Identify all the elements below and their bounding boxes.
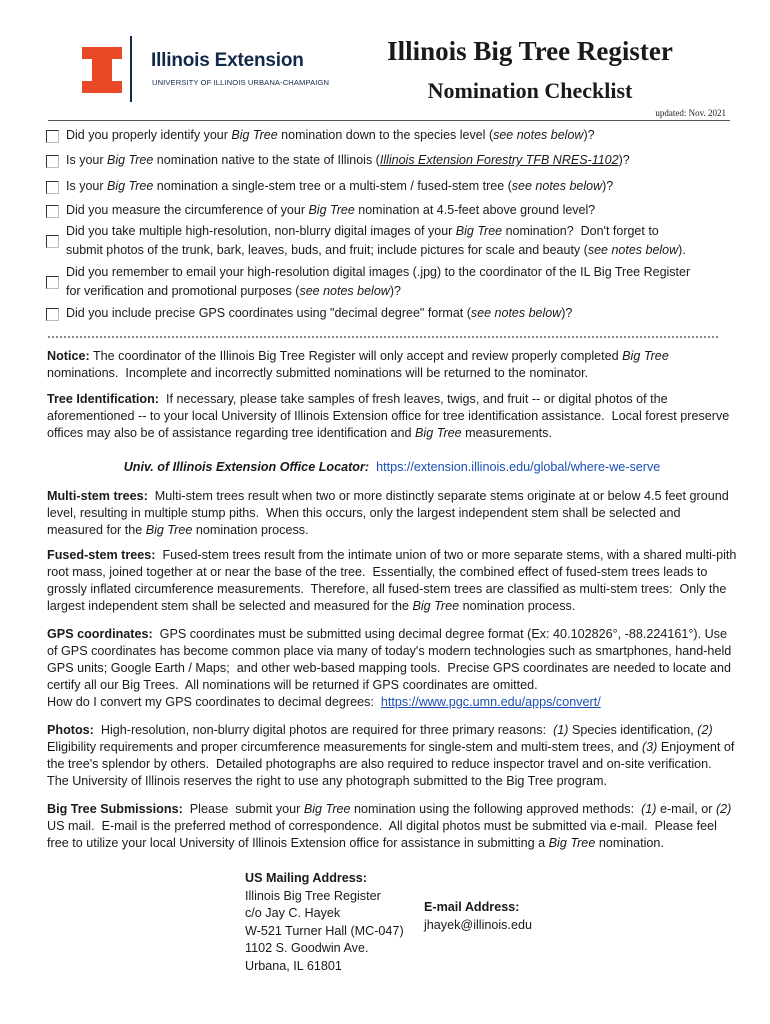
multi-stem-label: Multi-stem trees:	[47, 489, 148, 503]
checkbox[interactable]	[46, 130, 59, 143]
checkbox[interactable]	[46, 155, 59, 168]
checkbox[interactable]	[46, 205, 59, 218]
submissions-label: Big Tree Submissions:	[47, 802, 183, 816]
locator-link[interactable]: https://extension.illinois.edu/global/where-we-serve	[376, 460, 661, 474]
mailing-line: W-521 Turner Hall (MC-047)	[245, 923, 404, 938]
checkbox[interactable]	[46, 181, 59, 194]
mailing-line: Urbana, IL 61801	[245, 958, 342, 973]
email-address[interactable]: jhayek@illinois.edu	[424, 917, 532, 932]
fused-stem-label: Fused-stem trees:	[47, 548, 156, 562]
email-address-block	[424, 899, 532, 934]
notice-paragraph: Notice: The coordinator of the Illinois Big Tree Register will only accept and review properly completed Big Tree nominations. Incomplete and incorrectly submitted nominations will be returned to the nominator.	[47, 349, 669, 380]
header-rule	[48, 120, 730, 121]
page-subtitle: Nomination Checklist	[427, 78, 633, 103]
tree-id-paragraph: Tree Identification: If necessary, please take samples of fresh leaves, twigs, and fruit -- or digital photos of the aforementioned -- to your local University of Illinois Extension office for tree identification assistance. Local forest preserve offices may also be of assistance regarding tree identification and Big Tree measurements.	[47, 392, 730, 440]
mailing-line: c/o Jay C. Hayek	[245, 906, 341, 920]
updated-date: updated: Nov. 2021	[655, 108, 726, 118]
logo-divider	[130, 36, 132, 102]
notice-label: Notice:	[47, 349, 90, 363]
checkbox[interactable]	[46, 276, 59, 289]
office-locator	[47, 459, 737, 476]
checklist-text: Is your Big Tree nomination native to the state of Illinois (Illinois Extension Forestry TFB NRES-1102)?	[66, 153, 630, 167]
checklist-text: Is your Big Tree nomination a single-stem tree or a multi-stem / fused-stem tree (see notes below)?	[66, 179, 614, 193]
checkbox[interactable]	[46, 308, 59, 321]
gps-convert-question: How do I convert my GPS coordinates to decimal degrees:	[47, 695, 374, 709]
mailing-label: US Mailing Address:	[245, 871, 367, 885]
brand-subtitle: UNIVERSITY OF ILLINOIS URBANA-CHAMPAIGN	[152, 78, 330, 87]
tree-id-label: Tree Identification:	[47, 392, 159, 406]
submissions-paragraph: Big Tree Submissions: Please submit your Big Tree nomination using the following approved methods: (1) e-mail, or (2) US mail. E-mail is the preferred method of correspondence. All digital photos must be submitted via e-mail. Please feel free to utilize your local University of Illinois Extension office for assistance in submitting a Big Tree nomination.	[47, 802, 732, 850]
section-divider	[48, 336, 718, 338]
fused-stem-paragraph: Fused-stem trees: Fused-stem trees result from the intimate union of two or more separate stems, with a shared multi-pith root mass, joined together at or near the base of the tree. Essentially, the combined effect of fused-stem trees leads to grossly inflated circumference measurements. Therefore, all fused-stem trees are classified as multi-stem trees: Only the largest independent stem shall be selected and measured for the Big Tree nomination process.	[47, 548, 737, 613]
email-label: E-mail Address:	[424, 900, 520, 914]
photos-paragraph: Photos: High-resolution, non-blurry digital photos are required for three primary reasons: (1) Species identification, (2) Eligibility requirements and proper circumference measurements for single-stem and multi-stem trees, and (3) Enjoyment of the tree's splendor by others. Detailed photographs are also required to reduce inspector travel and on-site verification. The University of Illinois reserves the right to use any photograph submitted to the Big Tree program.	[47, 723, 735, 788]
checklist-text: Did you measure the circumference of your Big Tree nomination at 4.5-feet above ground level?	[66, 203, 596, 217]
mailing-address	[245, 870, 404, 975]
checklist-text: Did you properly identify your Big Tree nomination down to the species level (see notes below)?	[66, 128, 595, 142]
checkbox[interactable]	[46, 235, 59, 248]
page-title: Illinois Big Tree Register	[387, 36, 673, 66]
checklist-text: Did you take multiple high-resolution, non-blurry digital images of your Big Tree nomination? Don't forget to submit photos of the trunk, bark, leaves, buds, and fruit; include pictures for scale and beauty (see notes below).	[66, 224, 686, 257]
gps-label: GPS coordinates:	[47, 627, 153, 641]
mailing-line: 1102 S. Goodwin Ave.	[245, 941, 369, 955]
photos-label: Photos:	[47, 723, 94, 737]
brand-name: Illinois Extension	[151, 50, 304, 71]
checklist-text: Did you remember to email your high-resolution digital images (.jpg) to the coordinator of the IL Big Tree Register for verification and promotional purposes (see notes below)?	[66, 265, 691, 298]
mailing-line: Illinois Big Tree Register	[245, 888, 381, 903]
gps-convert-link[interactable]: https://www.pgc.umn.edu/apps/convert/	[380, 695, 601, 709]
multi-stem-paragraph: Multi-stem trees: Multi-stem trees result when two or more distinctly separate stems originate at or below 4.5 feet ground level, resulting in multiple stump piths. When this occurs, only the largest independent stem shall be selected and measured for the Big Tree nomination process.	[47, 489, 729, 537]
checklist-text: Did you include precise GPS coordinates using "decimal degree" format (see notes below)?	[66, 306, 573, 320]
illinois-block-i-logo	[80, 45, 130, 95]
locator-label: Univ. of Illinois Extension Office Locator:	[123, 460, 370, 474]
gps-paragraph: GPS coordinates: GPS coordinates must be submitted using decimal degree format (Ex: 40.102826°, -88.224161°). Use of GPS coordinates has become common place via many of today's modern technologies such as smartphones, hand-held GPS units; Google Earth / Maps; and other web-based mapping tools. Precise GPS coordinates are needed to locate and certify all our Big Trees. All nominations will be returned if GPS coordinates are omitted. How do I convert my GPS coordinates to decimal degrees: https://www.pgc.umn.edu/apps/convert/	[47, 627, 732, 709]
